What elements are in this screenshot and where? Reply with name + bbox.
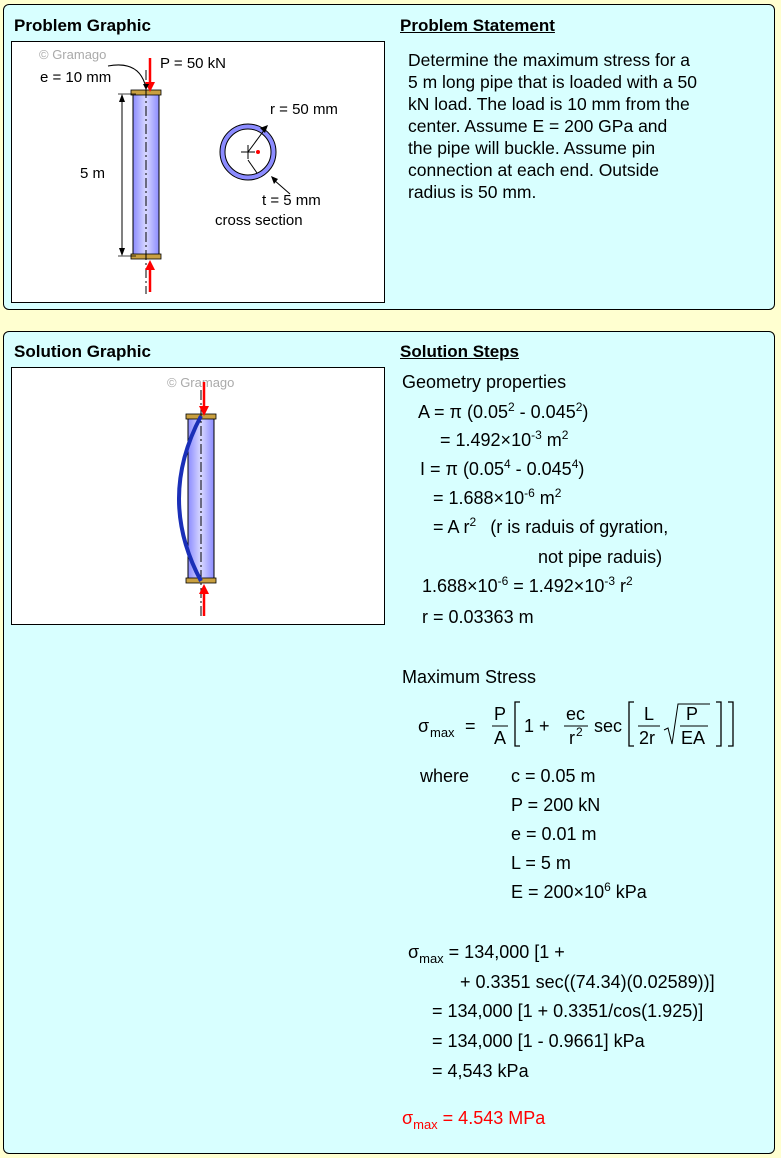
svg-text:1 +: 1 + [524, 716, 555, 736]
var-l: L = 5 m [511, 853, 571, 873]
geometry-title: Geometry properties [402, 372, 567, 392]
final-answer: $\sigma_{max} = 4.543$ MPa [402, 1108, 546, 1132]
problem-statement [408, 49, 697, 203]
calc-line-4: = 134,000 [1 - 0.9661] kPa [432, 1031, 645, 1051]
svg-text:L: L [644, 704, 655, 724]
max-stress-title: Maximum Stress [402, 667, 537, 687]
problem-panel [3, 4, 775, 310]
problem-statement-header: Problem Statement [400, 16, 555, 35]
solution-steps-header: Solution Steps [400, 342, 519, 361]
svg-text:2: 2 [576, 725, 583, 739]
watermark: © Gramago [39, 47, 107, 62]
where-label: where [420, 766, 470, 786]
statement-line: 5 m long pipe that is loaded with a 50 [408, 72, 697, 92]
watermark: © Gramago [167, 375, 235, 390]
svg-text:P: P [494, 704, 507, 724]
load-point [256, 150, 260, 154]
calc-line-1: $\sigma_{max} = 134,000$ [1 + [408, 942, 565, 966]
svg-text:2r: 2r [639, 728, 656, 748]
inertia-gyration-note: not pipe raduis) [538, 547, 663, 567]
svg-text:r: r [569, 728, 575, 748]
thickness-label: t = 5 mm [262, 192, 321, 209]
problem-graphic-header: Problem Graphic [14, 16, 151, 35]
solution-graphic [11, 367, 385, 625]
gyration-value: r = 0.03363 m [422, 607, 534, 627]
ecc-leader [108, 65, 146, 88]
svg-text:σ: σ [418, 716, 430, 736]
svg-text:P: P [686, 704, 699, 724]
statement-line: radius is 50 mm. [408, 182, 537, 202]
statement-line: the pipe will buckle. Assume pin [408, 138, 656, 158]
statement-line: connection at each end. Outside [408, 160, 660, 180]
var-p: P = 200 kN [511, 795, 601, 815]
inertia-result: = $1.688\times 10^{-6}$ $m^2$ [433, 486, 562, 508]
secant-formula-svg [416, 698, 756, 750]
load-label: P = 50 kN [160, 55, 227, 72]
svg-text:A: A [494, 728, 507, 748]
cross-section-label: cross section [215, 212, 303, 229]
problem-figure [12, 42, 384, 302]
statement-line: center. Assume E = 200 GPa and [408, 116, 668, 136]
area-formula: A = π (0.05$^2$ - 0.045$^2$) [418, 400, 589, 422]
statement-line: Determine the maximum stress for a [408, 50, 691, 70]
solution-graphic-header: Solution Graphic [14, 342, 151, 361]
length-label: 5 m [80, 165, 106, 182]
inertia-formula: I = π (0.05$^4$ - 0.045$^4$) [420, 457, 585, 479]
var-e: e = 0.01 m [511, 824, 597, 844]
svg-text:max: max [430, 725, 455, 740]
svg-text:EA: EA [681, 728, 706, 748]
svg-text:sec: sec [594, 716, 623, 736]
calc-line-2: + 0.3351 sec((74.34)(0.02589))] [460, 972, 715, 992]
radius-label: r = 50 mm [270, 101, 338, 118]
var-c: c = 0.05 m [511, 766, 596, 786]
svg-text:ec: ec [566, 704, 586, 724]
statement-line: kN load. The load is 10 mm from the [408, 94, 690, 114]
calc-line-5: = 4,543 kPa [432, 1061, 529, 1081]
area-result: = $1.492\times 10^{-3}$ $m^2$ [440, 428, 569, 450]
solution-panel [3, 331, 775, 1154]
calc-line-3: = 134,000 [1 + 0.3351/cos(1.925)] [432, 1001, 704, 1021]
inertia-gyration: = A $r^2$ (r is raduis of gyration, [433, 515, 669, 537]
problem-graphic [11, 41, 385, 303]
solution-figure [12, 368, 384, 624]
gyration-equation: $1.688\times 10^{-6} = 1.492\times 10^{-3}$ $r^2$ [422, 574, 633, 596]
svg-text:=: = [460, 716, 481, 736]
var-modulus: $E = 200\times 10^6$ kPa [511, 880, 647, 902]
ecc-label: e = 10 mm [40, 69, 112, 86]
